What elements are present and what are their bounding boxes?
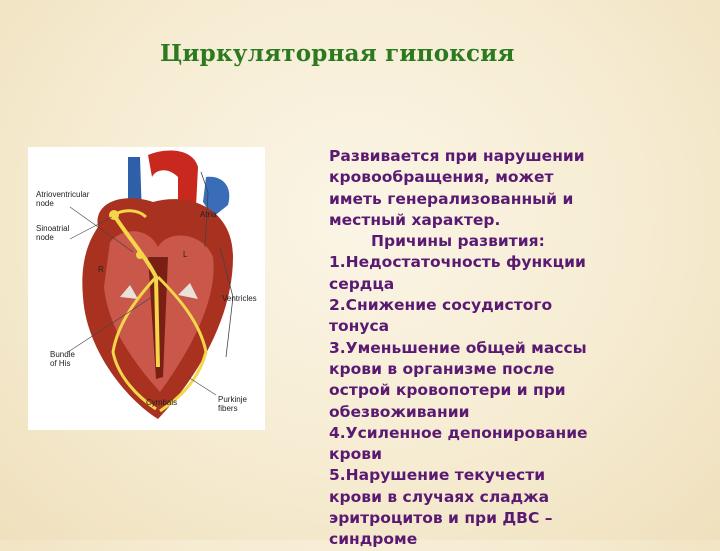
text-line: кровообращения, может — [329, 168, 554, 187]
text-line: крови в организме после — [329, 359, 555, 378]
label-ventricles: Ventricles — [222, 294, 257, 303]
text-line: 4.Усиленное депонирование — [329, 423, 588, 442]
text-line: обезвоживании — [329, 402, 470, 421]
text-line: тонуса — [329, 317, 390, 336]
text-line: крови — [329, 445, 382, 464]
text-line: острой кровопотери и при — [329, 381, 566, 400]
text-line: крови в случаях сладжа — [329, 487, 550, 506]
text-line: эритроцитов и при ДВС – — [329, 509, 553, 528]
label-bundle-of-his: Bundle of His — [50, 350, 75, 368]
text-line: сердца — [329, 274, 395, 293]
sa-node-dot — [109, 210, 119, 220]
text-line: синдроме — [329, 530, 418, 549]
av-node-dot — [136, 251, 144, 259]
heart-conduction-illustration — [28, 147, 265, 430]
text-line: 5.Нарушение текучести — [329, 466, 546, 485]
text-line: 2.Снижение сосудистого — [329, 296, 553, 315]
label-cymbals: Cymbals — [146, 398, 178, 407]
label-av-node: Atrioventricular node — [36, 190, 90, 208]
label-sa-node: Sinoatrial node — [36, 224, 70, 242]
label-l: L — [183, 250, 188, 259]
slide-title: Циркуляторная гипоксия — [160, 40, 515, 67]
label-purkinje-fibers: Purkinje fibers — [218, 395, 247, 413]
label-r: R — [98, 265, 104, 274]
text-line: иметь генерализованный и — [329, 189, 574, 208]
label-atria: Atria — [200, 210, 217, 219]
text-line: Развивается при нарушении — [329, 147, 585, 165]
text-line: местный характер. — [329, 210, 501, 229]
text-line: 1.Недостаточность функции — [329, 253, 586, 272]
slide-body-text — [329, 146, 674, 551]
heart-diagram — [28, 147, 265, 430]
causes-subheading: Причины развития: — [371, 232, 545, 251]
text-line: 3.Уменьшение общей массы — [329, 338, 587, 357]
